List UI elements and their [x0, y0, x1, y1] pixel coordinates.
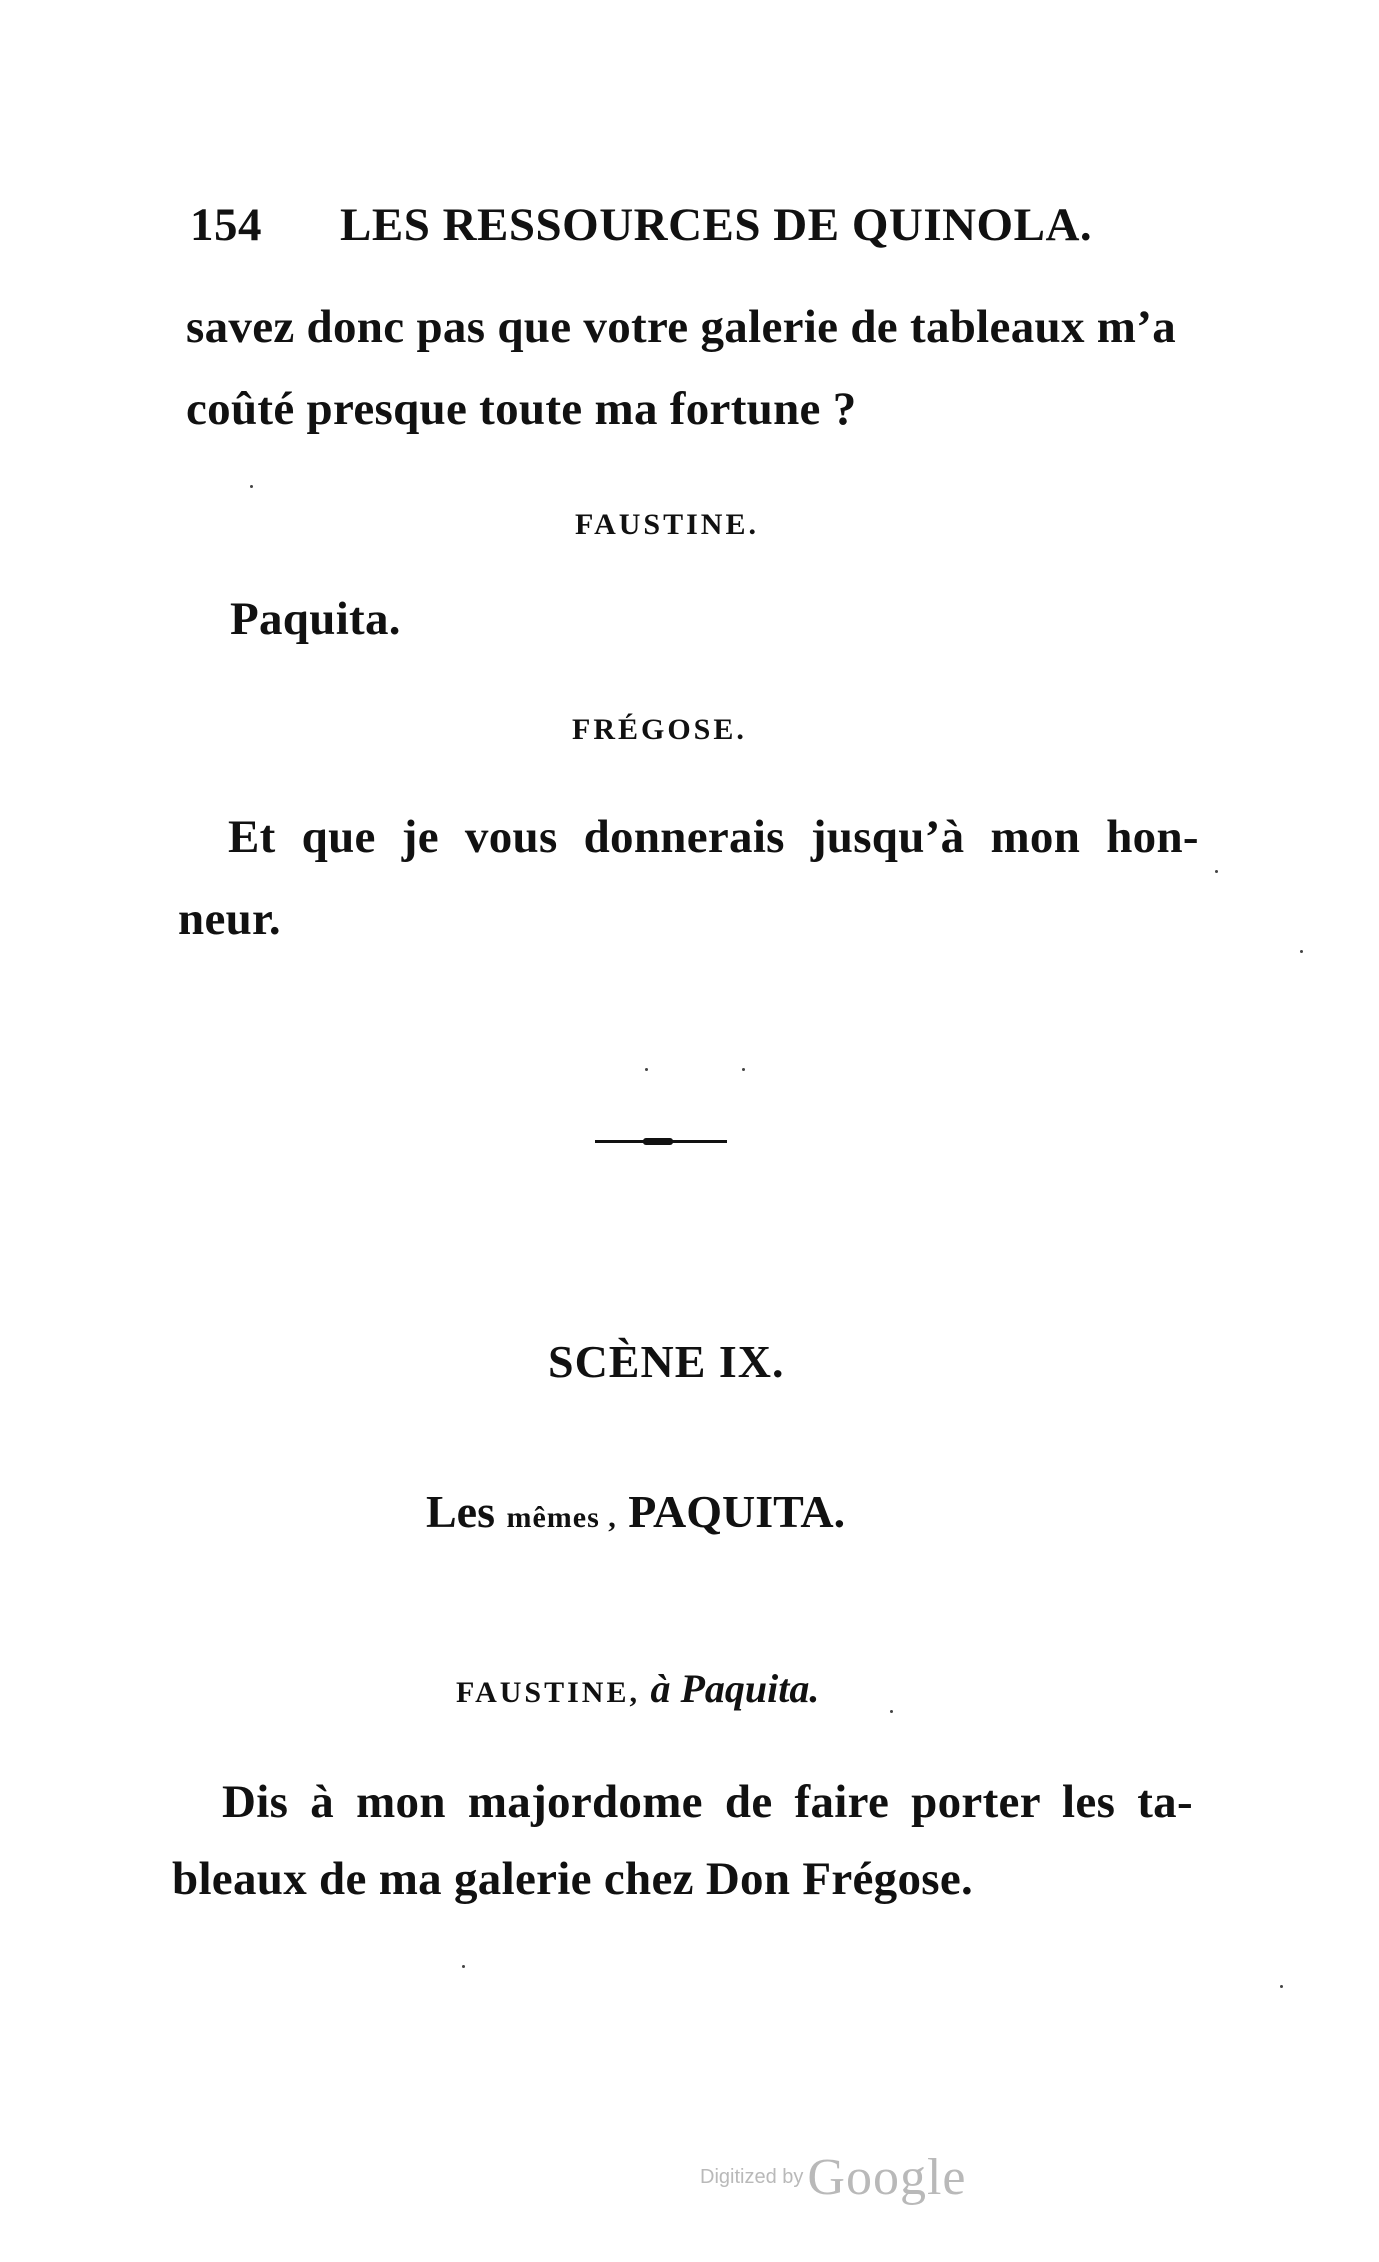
text-line: Paquita.: [230, 593, 401, 645]
text-line: Dis à mon majordome de faire porter les ta-: [222, 1776, 1193, 1828]
text-line: savez donc pas que votre galerie de tableaux m’a: [186, 301, 1176, 353]
speaker-name: FAUSTINE,: [456, 1676, 640, 1709]
page-number: 154: [190, 199, 262, 251]
scan-speck: [250, 485, 253, 488]
text-line: bleaux de ma galerie chez Don Frégose.: [172, 1853, 974, 1905]
scan-speck: [462, 1965, 465, 1968]
scan-speck: [742, 1068, 745, 1071]
scene-title: SCÈNE IX.: [548, 1336, 785, 1387]
running-title: LES RESSOURCES DE QUINOLA.: [340, 199, 1093, 251]
digitized-watermark: [700, 2148, 966, 2207]
google-logo: Google: [807, 2149, 967, 2206]
cast-memes: mêmes ,: [506, 1501, 617, 1534]
text-line: neur.: [178, 893, 281, 945]
stage-note: à Paquita.: [650, 1666, 820, 1711]
scene-cast: [426, 1485, 845, 1538]
watermark-prefix: Digitized by: [700, 2166, 804, 2188]
section-divider: [595, 1140, 727, 1143]
scan-speck: [1280, 1985, 1283, 1988]
scan-speck: [890, 1710, 893, 1713]
text-line: coûté presque toute ma fortune ?: [186, 383, 857, 435]
scan-speck: [1215, 870, 1218, 873]
scan-speck: [645, 1068, 648, 1071]
cast-name: PAQUITA.: [628, 1486, 846, 1537]
running-header: [190, 198, 1092, 252]
speaker-name: FAUSTINE.: [575, 508, 759, 541]
speaker-name: FRÉGOSE.: [572, 713, 747, 746]
stage-direction: [456, 1665, 819, 1712]
text-line: Et que je vous donnerais jusqu’à mon hon-: [228, 811, 1199, 863]
scan-speck: [1300, 950, 1303, 953]
cast-les: Les: [426, 1486, 495, 1537]
